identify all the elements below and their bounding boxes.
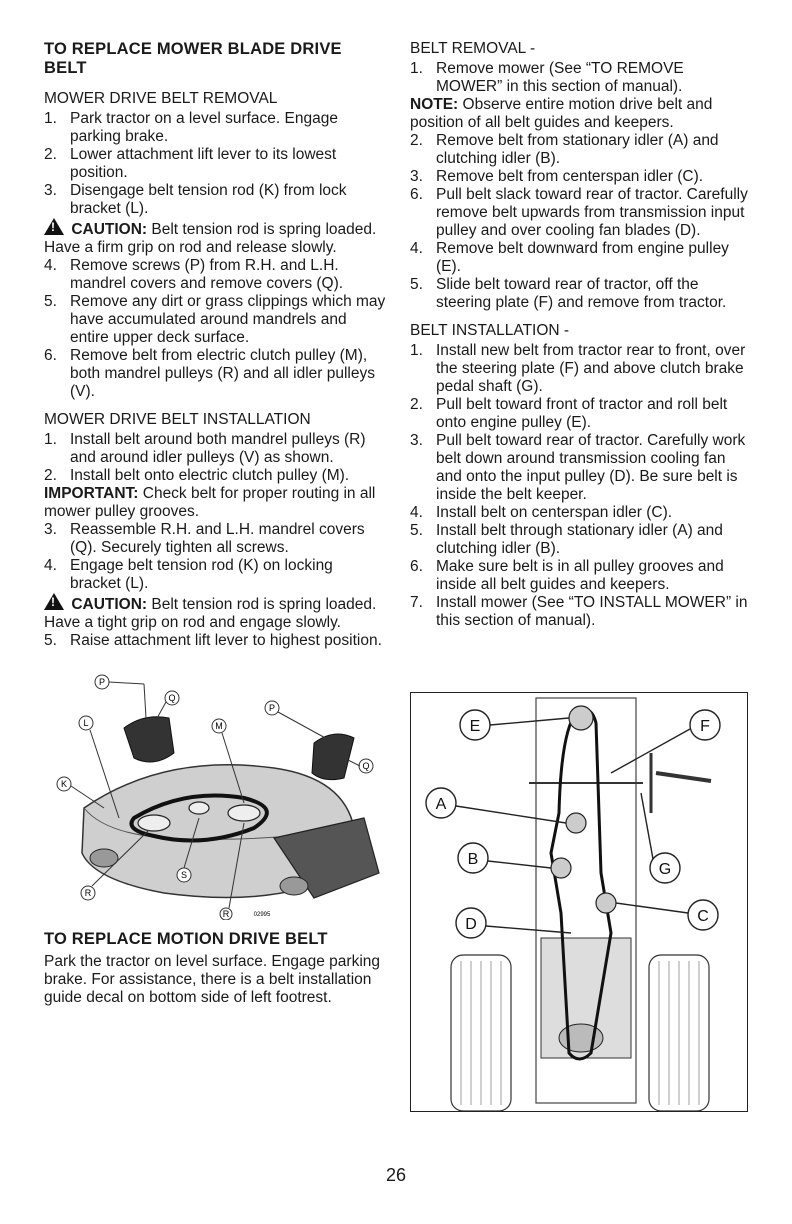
- installation-subheading: MOWER DRIVE BELT INSTALLATION: [44, 411, 311, 428]
- list-item: 6. Make sure belt is in all pulley grooves and inside all belt guides and keepers.: [410, 558, 724, 593]
- mower-belt-heading: TO REPLACE MOWER BLADE DRIVE BELT: [44, 40, 342, 77]
- list-item: 1. Install belt around both mandrel pulleys (R) and around idler pulleys (V) as shown.: [44, 431, 366, 466]
- label-c: C: [697, 908, 709, 925]
- motion-belt-heading: TO REPLACE MOTION DRIVE BELT: [44, 930, 328, 948]
- list-item: 4. Install belt on centerspan idler (C).: [410, 504, 673, 521]
- list-item: 3. Disengage belt tension rod (K) from lock bracket (L).: [44, 182, 347, 217]
- install-steps-final: [44, 632, 386, 650]
- list-item: 4. Remove screws (P) from R.H. and L.H. mandrel covers and remove covers (Q).: [44, 257, 344, 292]
- label-f: F: [700, 718, 710, 735]
- list-item: 6. Pull belt slack toward rear of tractor. Carefully remove belt upwards from transmission input pulley and over cooling fan blades (D).: [410, 186, 748, 239]
- label-q: Q: [362, 761, 370, 771]
- list-item: 3. Remove belt from centerspan idler (C).: [410, 168, 704, 185]
- label-e: E: [469, 718, 481, 735]
- label-b: B: [467, 851, 479, 868]
- list-item: 1. Park tractor on a level surface. Engage parking brake.: [44, 110, 338, 145]
- warning-triangle-icon: [44, 218, 64, 235]
- tractor-belt-diagram: [411, 693, 747, 1111]
- belt-removal-steps-continued: [410, 132, 750, 312]
- mower-deck-figure: [44, 658, 384, 920]
- figure-code: 02995: [253, 912, 271, 918]
- label-p: P: [98, 677, 106, 687]
- list-item: 5. Install belt through stationary idler (A) and clutching idler (B).: [410, 522, 723, 557]
- removal-subheading: MOWER DRIVE BELT REMOVAL: [44, 90, 278, 107]
- warning-triangle-icon: [44, 593, 64, 610]
- page-number: 26: [385, 1165, 407, 1185]
- label-s: S: [180, 870, 188, 880]
- note: NOTE: Observe entire motion drive belt and position of all belt guides and keepers.: [410, 96, 713, 131]
- mower-deck-illustration: [44, 658, 384, 920]
- belt-removal-steps: [410, 60, 750, 96]
- right-column: [410, 40, 750, 630]
- list-item: 1. Remove mower (See “TO REMOVE MOWER” in this section of manual).: [410, 60, 684, 95]
- list-item: 2. Pull belt toward front of tractor and roll belt onto engine pulley (E).: [410, 396, 728, 431]
- removal-steps: [44, 110, 386, 218]
- list-item: 7. Install mower (See “TO INSTALL MOWER” in this section of manual).: [410, 594, 748, 629]
- label-r: R: [222, 909, 230, 919]
- left-column: [44, 40, 386, 1007]
- list-item: 2. Lower attachment lift lever to its lowest position.: [44, 146, 337, 181]
- label-k: K: [60, 779, 68, 789]
- label-p: P: [268, 703, 276, 713]
- list-item: 2. Remove belt from stationary idler (A) and clutching idler (B).: [410, 132, 719, 167]
- belt-install-steps: [410, 342, 750, 630]
- list-item: 2. Install belt onto electric clutch pulley (M).: [44, 467, 350, 484]
- label-m: M: [215, 721, 223, 731]
- list-item: 5. Remove any dirt or grass clippings which may have accumulated around mandrels and entire upper deck surface.: [44, 293, 386, 346]
- caution-note-2: ! CAUTION: Belt tension rod is spring loaded. Have a tight grip on rod and engage slowly.: [44, 593, 386, 632]
- motion-belt-intro: Park the tractor on level surface. Engage parking brake. For assistance, there is a belt installation guide decal on bottom side of left footrest.: [44, 953, 381, 1006]
- label-r: R: [84, 888, 92, 898]
- important-note: IMPORTANT: Check belt for proper routing in all mower pulley grooves.: [44, 485, 376, 520]
- belt-installation-subheading: BELT INSTALLATION -: [410, 322, 570, 339]
- label-a: A: [435, 796, 447, 813]
- label-d: D: [465, 916, 477, 933]
- list-item: 1. Install new belt from tractor rear to front, over the steering plate (F) and above clutch brake pedal shaft (G).: [410, 342, 746, 395]
- list-item: 3. Reassemble R.H. and L.H. mandrel covers (Q). Securely tighten all screws.: [44, 521, 365, 556]
- removal-steps-continued: [44, 257, 386, 401]
- install-steps: [44, 431, 386, 485]
- install-steps-continued: [44, 521, 386, 593]
- label-q: Q: [168, 693, 176, 703]
- list-item: 6. Remove belt from electric clutch pulley (M), both mandrel pulleys (R) and all idler pulleys (V).: [44, 347, 375, 400]
- list-item: 5. Raise attachment lift lever to highest position.: [44, 632, 382, 649]
- label-g: G: [658, 861, 672, 878]
- belt-removal-subheading: BELT REMOVAL -: [410, 40, 536, 57]
- list-item: 4. Engage belt tension rod (K) on locking bracket (L).: [44, 557, 333, 592]
- list-item: 5. Slide belt toward rear of tractor, off the steering plate (F) and remove from tractor.: [410, 276, 727, 311]
- list-item: 4. Remove belt downward from engine pulley (E).: [410, 240, 729, 275]
- label-l: L: [83, 718, 89, 728]
- caution-note-1: ! CAUTION: Belt tension rod is spring loaded. Have a firm grip on rod and release slowly.: [44, 218, 386, 257]
- motion-belt-routing-figure: [410, 692, 748, 1112]
- list-item: 3. Pull belt toward rear of tractor. Carefully work belt down around transmission cooling fan and onto the input pulley (D). Be sure belt is inside the belt keeper.: [410, 432, 746, 503]
